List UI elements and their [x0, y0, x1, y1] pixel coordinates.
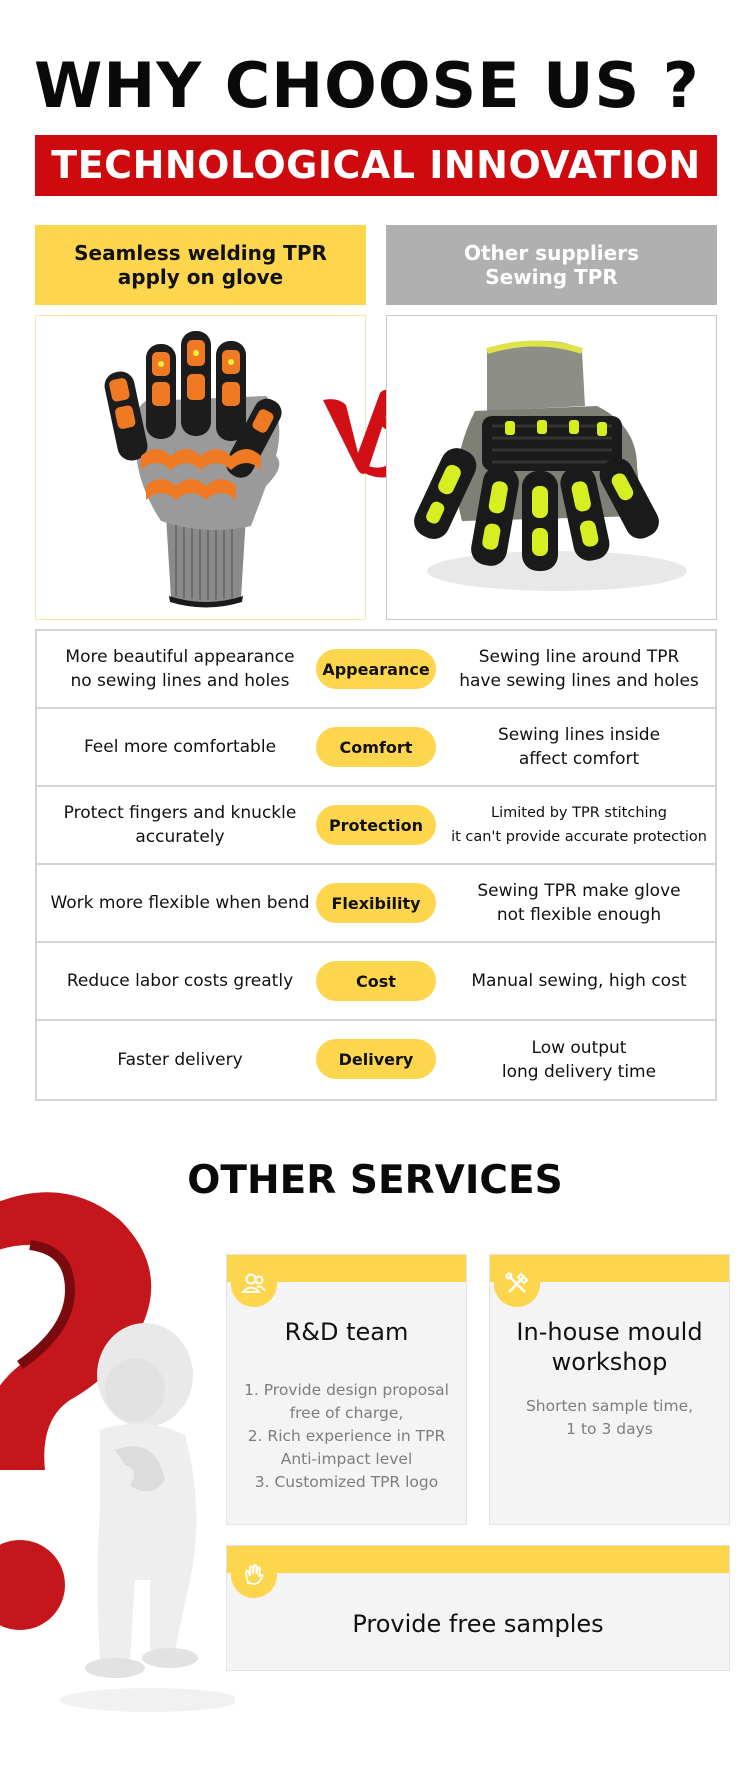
disadvantage-line: have sewing lines and holes — [459, 671, 699, 691]
other-suppliers-header-line: Sewing TPR — [485, 265, 618, 289]
our-product-header-line: Seamless welding TPR — [74, 241, 327, 265]
criterion-badge: Appearance — [316, 649, 436, 689]
table-row-protection — [37, 787, 715, 865]
disadvantage-text — [441, 865, 717, 941]
table-row-delivery — [37, 1021, 715, 1099]
disadvantage-line: not flexible enough — [496, 905, 662, 925]
seamless-glove-image — [35, 315, 366, 620]
disadvantage-line: it can't provide accurate protection — [451, 829, 707, 845]
disadvantage-line: Limited by TPR stitching — [491, 805, 667, 821]
card-title-line: In-house mould — [516, 1318, 703, 1346]
criterion-badge: Cost — [316, 961, 436, 1001]
disadvantage-line: affect comfort — [518, 749, 640, 769]
disadvantage-line: Manual sewing, high cost — [471, 971, 687, 991]
advantage-text — [37, 1021, 323, 1099]
advantage-line: accurately — [135, 827, 225, 847]
card-title-line: R&D team — [284, 1318, 409, 1346]
disadvantage-text — [441, 787, 717, 863]
service-card-free-samples — [226, 1545, 730, 1671]
team-icon — [231, 1261, 277, 1307]
our-product-header — [35, 225, 366, 305]
card-description-line: Anti-impact level — [280, 1450, 413, 1468]
card-title — [227, 1317, 466, 1347]
card-description-line: 2. Rich experience in TPR — [247, 1427, 446, 1445]
advantage-line: no sewing lines and holes — [70, 671, 290, 691]
disadvantage-line: Low output — [531, 1038, 627, 1058]
advantage-line: More beautiful appearance — [65, 647, 295, 667]
sewing-glove-image — [386, 315, 717, 620]
table-row-flexibility — [37, 865, 715, 943]
card-title-line: workshop — [551, 1348, 668, 1376]
advantage-text — [37, 787, 323, 863]
question-mark-figure-image — [0, 1180, 235, 1740]
table-row-cost — [37, 943, 715, 1021]
services-title: OTHER SERVICES — [187, 1158, 563, 1203]
disadvantage-text — [441, 709, 717, 785]
advantage-text — [37, 943, 323, 1019]
yellow-black-glove-illustration — [387, 316, 716, 619]
orange-glove-illustration — [36, 316, 365, 619]
card-description-line: Shorten sample time, — [525, 1397, 694, 1415]
card-description — [227, 1379, 466, 1494]
disadvantage-line: Sewing TPR make glove — [477, 881, 681, 901]
advantage-text — [37, 709, 323, 785]
disadvantage-line: long delivery time — [501, 1062, 657, 1082]
tools-icon — [494, 1261, 540, 1307]
advantage-line: Work more flexible when bend — [50, 893, 310, 913]
card-description — [490, 1395, 729, 1441]
our-product-header-line: apply on glove — [117, 265, 284, 289]
disadvantage-line: Sewing lines inside — [497, 725, 661, 745]
disadvantage-text — [441, 1021, 717, 1099]
card-title-line: Provide free samples — [352, 1610, 604, 1638]
criterion-badge: Protection — [316, 805, 436, 845]
section-banner: TECHNOLOGICAL INNOVATION — [35, 135, 717, 196]
card-description-line: free of charge, — [289, 1404, 404, 1422]
other-suppliers-header — [386, 225, 717, 305]
criterion-badge: Delivery — [316, 1039, 436, 1079]
advantage-line: Faster delivery — [117, 1050, 243, 1070]
other-suppliers-header-line: Other suppliers — [463, 241, 639, 265]
disadvantage-text — [441, 631, 717, 707]
hand-icon — [231, 1552, 277, 1598]
advantage-text — [37, 865, 323, 941]
card-title — [490, 1317, 729, 1377]
page-title: WHY CHOOSE US ? — [34, 49, 700, 122]
criterion-badge: Flexibility — [316, 883, 436, 923]
criterion-badge: Comfort — [316, 727, 436, 767]
card-description-line: 3. Customized TPR logo — [254, 1473, 439, 1491]
table-row-comfort — [37, 709, 715, 787]
advantage-line: Reduce labor costs greatly — [66, 971, 294, 991]
comparison-table — [35, 629, 717, 1101]
disadvantage-text — [441, 943, 717, 1019]
advantage-line: Feel more comfortable — [83, 737, 277, 757]
table-row-appearance — [37, 631, 715, 709]
advantage-line: Protect fingers and knuckle — [63, 803, 297, 823]
card-description-line: 1 to 3 days — [566, 1420, 653, 1438]
card-title — [227, 1609, 729, 1639]
card-accent-bar — [227, 1546, 729, 1573]
card-description-line: 1. Provide design proposal — [244, 1381, 449, 1399]
disadvantage-line: Sewing line around TPR — [478, 647, 680, 667]
service-card-rnd — [226, 1254, 467, 1525]
advantage-text — [37, 631, 323, 707]
service-card-mould-workshop — [489, 1254, 730, 1525]
